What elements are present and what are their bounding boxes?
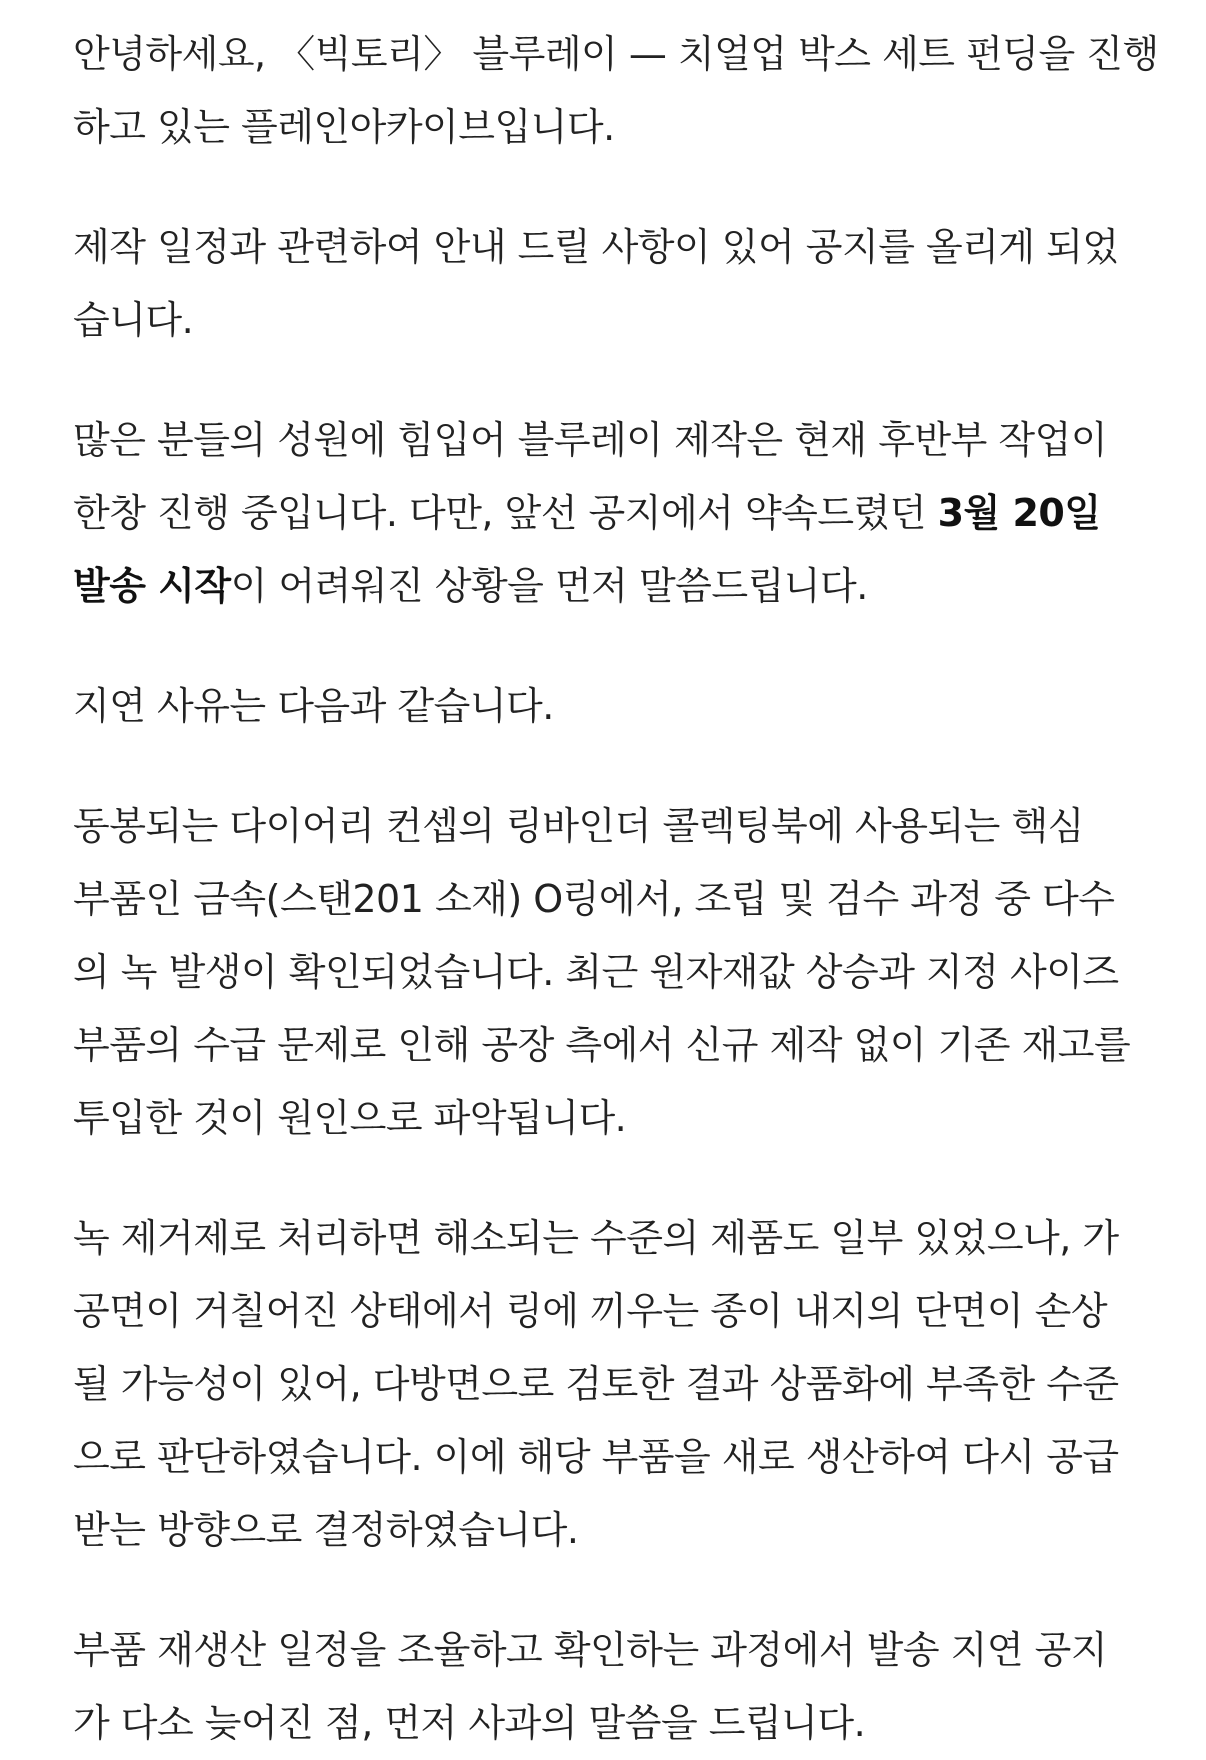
text-line: 제작 일정과 관련하여 안내 드릴 사항이 있어 공지를 올리게 되었 (73, 225, 1119, 269)
text-line: 습니다. (73, 298, 194, 342)
text-line: 부품의 수급 문제로 인해 공장 측에서 신규 제작 없이 기존 재고를 (73, 1023, 1131, 1067)
greeting-paragraph (73, 18, 1159, 164)
ship-start-emphasis: 발송 시작 (73, 564, 231, 608)
text-line (73, 477, 1146, 550)
text-line: 많은 분들의 성원에 힘입어 블루레이 제작은 현재 후반부 작업이 (73, 418, 1108, 462)
text-line: 하고 있는 플레인아카이브입니다. (73, 105, 615, 149)
text-line: 부품인 금속(스탠201 소재) O링에서, 조립 및 검수 과정 중 다수 (73, 877, 1115, 921)
text-line: 공면이 거칠어진 상태에서 링에 끼우는 종이 내지의 단면이 손상 (73, 1289, 1108, 1333)
purpose-paragraph (73, 211, 1146, 357)
text-line: 가 다소 늦어진 점, 먼저 사과의 말씀을 드립니다. (73, 1701, 866, 1745)
text-line (73, 550, 1146, 623)
text-line: 받는 방향으로 결정하였습니다. (73, 1508, 579, 1552)
decision-paragraph (73, 1202, 1146, 1567)
text-line: 동봉되는 다이어리 컨셉의 링바인더 콜렉팅북에 사용되는 핵심 (73, 804, 1084, 848)
text-segment: 이 어려워진 상황을 먼저 말씀드립니다. (230, 564, 868, 608)
text-segment: 한창 진행 중입니다. 다만, 앞선 공지에서 약속드렸던 (73, 491, 938, 535)
text-line: 될 가능성이 있어, 다방면으로 검토한 결과 상품화에 부족한 수준 (73, 1362, 1119, 1406)
text-line: 투입한 것이 원인으로 파악됩니다. (73, 1096, 627, 1140)
text-line: 으로 판단하였습니다. 이에 해당 부품을 새로 생산하여 다시 공급 (73, 1435, 1119, 1479)
reason-intro-paragraph (73, 670, 1146, 743)
text-line: 부품 재생산 일정을 조율하고 확인하는 과정에서 발송 지연 공지 (73, 1628, 1108, 1672)
text-line: 안녕하세요, 〈빅토리〉 블루레이 — 치얼업 박스 세트 펀딩을 진행 (73, 32, 1159, 76)
text-line: 녹 제거제로 처리하면 해소되는 수준의 제품도 일부 있었으나, 가 (73, 1216, 1119, 1260)
text-line: 의 녹 발생이 확인되었습니다. 최근 원자재값 상승과 지정 사이즈 (73, 950, 1119, 994)
text-line: 지연 사유는 다음과 같습니다. (73, 684, 554, 728)
reason-detail-paragraph (73, 790, 1146, 1155)
status-paragraph (73, 404, 1146, 623)
apology-paragraph (73, 1614, 1146, 1760)
ship-date-emphasis: 3월 20일 (937, 491, 1101, 535)
